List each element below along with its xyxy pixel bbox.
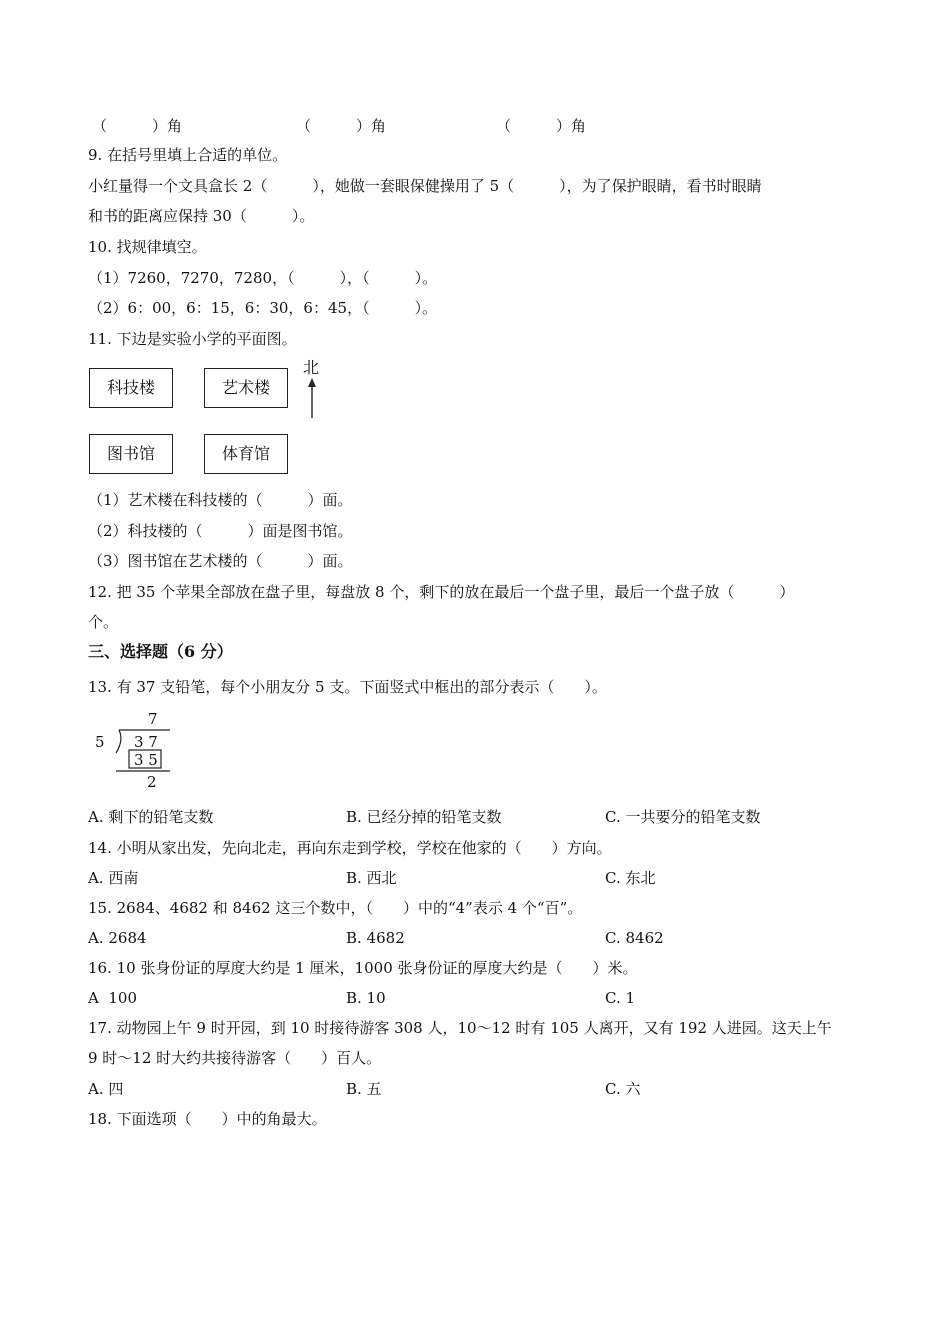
angle-blank-2: （ ）角 [296, 117, 387, 135]
q16-option-c: C. 1 [605, 989, 636, 1007]
q13-title: 13. 有 37 支铅笔，每个小朋友分 5 支。下面竖式中框出的部分表示（ ）。 [88, 678, 607, 696]
q11-title: 11. 下边是实验小学的平面图。 [88, 330, 297, 348]
map-science-building: 科技楼 [89, 368, 173, 408]
map-art-building: 艺术楼 [204, 368, 288, 408]
q16-option-b: B. 10 [346, 989, 386, 1007]
q16-option-a: A 100 [88, 989, 137, 1007]
q14-option-c: C. 东北 [605, 869, 656, 887]
map-gym: 体育馆 [204, 434, 288, 474]
q17-option-b: B. 五 [346, 1080, 382, 1098]
q18-title: 18. 下面选项（ ）中的角最大。 [88, 1110, 327, 1128]
division-dividend: 3 7 [134, 733, 158, 751]
q17-line2: 9 时～12 时大约共接待游客（ ）百人。 [88, 1049, 382, 1067]
q17-option-c: C. 六 [605, 1080, 641, 1098]
q13-option-b: B. 已经分掉的铅笔支数 [346, 808, 502, 826]
q15-option-c: C. 8462 [605, 929, 664, 947]
q10-part1: （1）7260，7270，7280，（ ），（ ）。 [88, 269, 438, 287]
q9-line1: 小红量得一个文具盒长 2（ ），她做一套眼保健操用了 5（ ），为了保护眼睛，看书时眼睛 [88, 177, 762, 195]
division-product-boxed: 3 5 [134, 751, 158, 769]
map-library: 图书馆 [89, 434, 173, 474]
q10-title: 10. 找规律填空。 [88, 238, 207, 256]
q16-title: 16. 10 张身份证的厚度大约是 1 厘米，1000 张身份证的厚度大约是（ ）米。 [88, 959, 638, 977]
north-arrow-icon [304, 376, 320, 420]
q11-part2: （2）科技楼的（ ）面是图书馆。 [88, 522, 353, 540]
q17-line1: 17. 动物园上午 9 时开园，到 10 时接待游客 308 人，10～12 时有 105 人离开，又有 192 人进园。这天上午 [88, 1019, 832, 1037]
angle-blank-1: （ ）角 [92, 117, 183, 135]
division-quotient: 7 [148, 710, 158, 728]
q14-option-b: B. 西北 [346, 869, 397, 887]
division-remainder: 2 [147, 773, 157, 791]
q13-option-c: C. 一共要分的铅笔支数 [605, 808, 761, 826]
q15-option-b: B. 4682 [346, 929, 405, 947]
q17-option-a: A. 四 [88, 1080, 124, 1098]
q12-line1: 12. 把 35 个苹果全部放在盘子里，每盘放 8 个，剩下的放在最后一个盘子里，最后一个盘子放（ ） [88, 583, 795, 601]
north-label: 北 [303, 358, 320, 377]
q9-title: 9. 在括号里填上合适的单位。 [88, 146, 288, 164]
q12-line2: 个。 [88, 613, 119, 631]
q14-title: 14. 小明从家出发，先向北走，再向东走到学校，学校在他家的（ ）方向。 [88, 839, 612, 857]
q14-option-a: A. 西南 [88, 869, 139, 887]
long-division [88, 706, 188, 796]
q15-option-a: A. 2684 [88, 929, 147, 947]
q9-line2: 和书的距离应保持 30（ ）。 [88, 207, 315, 225]
section-heading: 三、选择题（6 分） [88, 642, 233, 661]
q11-part1: （1）艺术楼在科技楼的（ ）面。 [88, 491, 353, 509]
division-divisor: 5 [95, 733, 105, 751]
angle-blank-3: （ ）角 [496, 117, 587, 135]
q13-option-a: A. 剩下的铅笔支数 [88, 808, 214, 826]
q11-part3: （3）图书馆在艺术楼的（ ）面。 [88, 552, 353, 570]
q15-title: 15. 2684、4682 和 8462 这三个数中，（ ）中的“4”表示 4 个“百”。 [88, 899, 583, 917]
q10-part2: （2）6：00，6：15，6：30，6：45，（ ）。 [88, 299, 438, 317]
